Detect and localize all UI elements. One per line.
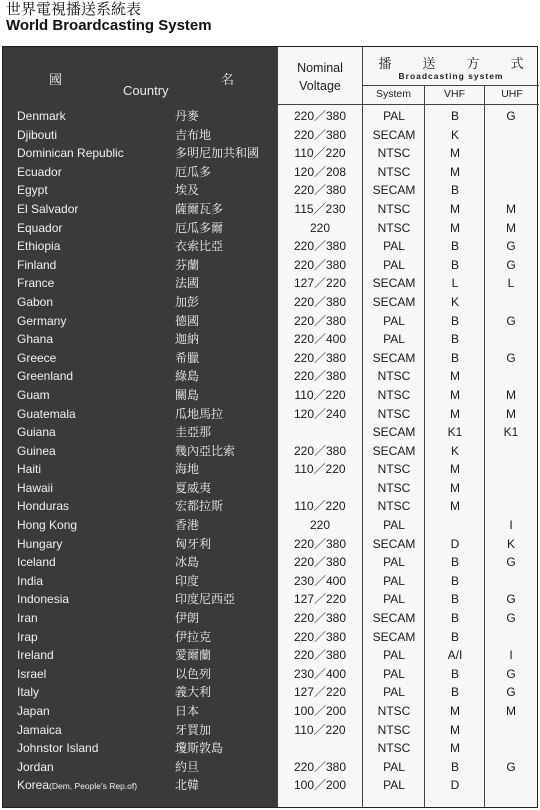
country-name-zh: 北韓 [175,778,200,793]
table-row [3,200,537,219]
table-row [3,590,537,609]
table-row [3,479,537,498]
country-name-zh: 法國 [175,276,200,291]
country-name-zh: 約旦 [175,759,200,774]
system-cell: NTSC [377,201,411,216]
system-cell: PAL [383,592,405,607]
country-name [17,702,50,721]
table-row [3,572,537,591]
country-name-zh: 衣索比亞 [175,239,224,254]
country-name-text: Hawaii [17,480,54,495]
country-header-zh-2: 名 [221,73,235,88]
voltage-cell: 230／400 [293,573,347,588]
vhf-cell: M [450,220,460,235]
country-name-zh: 埃及 [175,183,200,198]
system-cell: PAL [383,759,405,774]
vhf-cell: B [450,759,459,774]
system-cell: PAL [383,778,405,793]
table-row [3,181,537,200]
system-cell: SECAM [372,629,416,644]
voltage-cell: 220／380 [293,294,347,309]
country-name [17,628,38,647]
uhf-cell: M [506,387,516,402]
page-title-english: World Broardcasting System [6,17,212,34]
broadcast-header-zh: 播 送 方 式 [378,57,524,72]
country-name [17,126,57,145]
vhf-cell: K [450,294,459,309]
vhf-cell: M [450,704,460,718]
uhf-cell: M [506,704,516,718]
country-name-zh: 薩爾瓦多 [175,201,224,216]
country-name-zh: 加彭 [175,294,200,309]
country-name [17,442,56,461]
system-cell: SECAM [372,425,416,440]
voltage-cell: 220／380 [293,648,347,663]
country-name-zh: 印度尼西亞 [175,592,236,607]
vhf-cell: B [450,666,459,681]
country-name [17,739,98,758]
system-cell: PAL [383,666,405,681]
system-cell: NTSC [377,369,411,384]
vhf-header: VHF [444,88,465,100]
country-name-zh: 迦納 [175,332,200,347]
country-name [17,405,76,424]
country-name [17,274,54,293]
voltage-cell: 220／380 [293,313,347,328]
system-cell: NTSC [377,220,411,235]
voltage-cell: 115／230 [294,201,346,216]
system-cell: NTSC [377,462,411,477]
system-cell: NTSC [377,164,411,179]
table-row [3,107,537,126]
system-cell: NTSC [377,499,411,514]
country-name [17,665,46,684]
system-cell: PAL [383,332,405,347]
system-cell: PAL [383,518,405,533]
table-row [3,330,537,349]
system-cell: NTSC [377,406,411,421]
country-name [17,237,60,256]
country-name [17,721,62,740]
table-row [3,665,537,684]
country-name [17,572,43,591]
uhf-cell: G [506,555,516,570]
voltage-cell: 100／200 [293,704,347,718]
voltage-cell: 220／380 [293,555,347,570]
broadcasting-table [2,46,538,808]
uhf-cell: I [509,518,513,533]
vhf-cell: B [450,313,459,328]
table-body [3,107,537,795]
voltage-header: Nominal Voltage [297,61,343,93]
country-name [17,535,62,554]
country-name-zh: 伊拉克 [175,629,212,644]
vhf-cell: K [450,127,459,142]
table-row [3,758,537,777]
country-name-zh: 綠島 [175,369,200,384]
table-row [3,237,537,256]
country-name-zh: 牙買加 [175,722,212,737]
uhf-cell: K1 [503,425,519,440]
vhf-cell: B [450,239,459,254]
country-name [17,776,137,796]
country-name-zh: 印度 [175,573,200,588]
country-name-text: Hungary [17,536,63,551]
voltage-cell: 110／220 [294,462,346,477]
uhf-cell: G [506,666,516,681]
voltage-cell: 220 [309,220,331,235]
table-row [3,516,537,535]
country-name-text: Indonesia [17,592,70,607]
vhf-cell: B [450,109,459,123]
vhf-cell: D [450,778,460,793]
voltage-cell: 220／400 [293,332,347,347]
system-cell: PAL [383,257,405,272]
country-name [17,163,62,182]
country-name-text: Ethiopia [17,239,61,254]
voltage-cell: 120／208 [293,164,347,179]
voltage-cell: 220／380 [293,369,347,384]
country-name-text: Guinea [17,443,56,458]
country-name [17,293,53,312]
system-cell: PAL [383,109,405,123]
country-name [17,386,50,405]
country-name-text: Irap [17,629,38,644]
country-name-text: Korea [17,778,50,793]
country-name-text: Dominican Republic [17,146,124,161]
page-title-chinese: 世界電視播送系統表 [6,0,142,18]
country-name-text: Johnstor Island [17,741,99,756]
table-row [3,646,537,665]
vhf-cell: B [450,332,459,347]
country-name-zh: 關島 [175,387,200,402]
country-name-text: Ireland [17,648,54,663]
vhf-cell: M [450,499,460,514]
voltage-cell: 110／220 [294,387,346,402]
vhf-cell: D [450,536,460,551]
uhf-cell: M [506,201,516,216]
table-row [3,349,537,368]
country-name [17,590,69,609]
table-row [3,702,537,721]
table-row [3,553,537,572]
vhf-cell: B [450,257,459,272]
country-name-zh: 香港 [175,518,200,533]
country-name [17,479,53,498]
uhf-cell: G [506,239,516,254]
uhf-cell: G [506,611,516,626]
vhf-cell: L [451,276,459,291]
vhf-cell: B [450,592,459,607]
country-name-zh: 圭亞那 [175,425,212,440]
country-note: (Dem, People's Rep.of) [49,781,138,792]
country-name-text: Hong Kong [17,518,78,533]
country-name [17,516,77,535]
country-name-text: Germany [17,313,67,328]
table-row [3,609,537,628]
country-name-text: Japan [17,704,50,718]
vhf-cell: M [450,387,460,402]
vhf-cell: B [450,629,459,644]
voltage-cell: 127／220 [293,592,347,607]
country-name-text: Denmark [17,109,66,123]
vhf-cell: A/I [447,648,463,663]
country-name-text: Honduras [17,499,70,514]
uhf-cell: G [506,350,516,365]
country-name-text: Haiti [17,462,42,477]
system-cell: SECAM [372,127,416,142]
country-name-text: Ecuador [17,164,62,179]
table-row [3,219,537,238]
country-name-zh: 夏威夷 [175,480,212,495]
vhf-cell: B [450,611,459,626]
system-cell: PAL [383,239,405,254]
country-name-text: Greenland [17,369,74,384]
uhf-cell: M [506,220,516,235]
country-name-text: Guatemala [17,406,76,421]
system-cell: SECAM [372,183,416,198]
vhf-cell: M [450,722,460,737]
vhf-cell: B [450,350,459,365]
table-row [3,739,537,758]
country-name-text: Italy [17,685,40,700]
system-cell: NTSC [377,704,411,718]
vhf-cell: B [450,555,459,570]
voltage-cell: 127／220 [293,685,347,700]
table-row [3,683,537,702]
system-cell: NTSC [377,741,411,756]
vhf-cell: M [450,201,460,216]
table-row [3,442,537,461]
system-cell: PAL [383,313,405,328]
vhf-cell: M [450,146,460,161]
country-name-zh: 海地 [175,462,200,477]
country-name [17,144,124,163]
table-row [3,405,537,424]
table-row [3,274,537,293]
country-name-zh: 匈牙利 [175,536,212,551]
country-header: Country [123,83,169,98]
voltage-cell: 220／380 [293,127,347,142]
country-name-zh: 幾內亞比索 [175,443,236,458]
country-name-zh: 厄瓜多 [175,164,212,179]
country-name [17,200,78,219]
uhf-cell: G [506,592,516,607]
table-row [3,460,537,479]
table-row [3,535,537,554]
country-name [17,219,62,238]
uhf-cell: G [506,685,516,700]
system-cell: NTSC [377,387,411,402]
voltage-cell: 110／220 [294,499,346,514]
country-name-zh: 冰島 [175,555,200,570]
table-row [3,628,537,647]
country-name-text: France [17,276,55,291]
voltage-cell: 220／380 [293,350,347,365]
system-cell: PAL [383,555,405,570]
system-cell: PAL [383,648,405,663]
country-name-zh: 吉布地 [175,127,212,142]
country-name [17,107,66,126]
country-name-zh: 伊朗 [175,611,200,626]
voltage-cell: 220／380 [293,257,347,272]
country-name [17,349,56,368]
voltage-cell: 220 [309,518,331,533]
system-cell: SECAM [372,443,416,458]
country-name-text: Greece [17,350,57,365]
voltage-cell: 220／380 [293,109,347,123]
country-name-zh: 芬蘭 [175,257,200,272]
system-cell: SECAM [372,536,416,551]
vhf-cell: M [450,741,460,756]
voltage-cell: 220／380 [293,183,347,198]
vhf-cell: B [450,573,459,588]
voltage-cell: 100／200 [293,778,347,793]
voltage-cell: 110／220 [294,722,346,737]
system-header: System [375,88,411,100]
country-name-text: El Salvador [17,201,79,216]
country-name-zh: 厄瓜多爾 [175,220,224,235]
country-name [17,553,56,572]
vhf-cell: K1 [447,425,463,440]
table-row [3,256,537,275]
country-name [17,758,54,777]
table-row [3,367,537,386]
country-name-zh: 希臘 [175,350,200,365]
country-name-text: Jordan [17,759,54,774]
vhf-cell: K [450,443,459,458]
system-cell: SECAM [372,611,416,626]
country-name-text: Equador [17,220,63,235]
voltage-cell: 220／380 [293,629,347,644]
country-name-text: Jamaica [17,722,62,737]
country-name-text: Djibouti [17,127,58,142]
country-name [17,312,66,331]
system-cell: PAL [383,685,405,700]
country-name-text: Gabon [17,294,54,309]
system-cell: SECAM [372,276,416,291]
table-row [3,721,537,740]
uhf-cell: K [506,536,515,551]
country-name-zh: 義大利 [175,685,212,700]
country-name-text: Finland [17,257,57,272]
voltage-cell: 110／220 [294,146,346,161]
voltage-cell: 220／380 [293,759,347,774]
country-name-zh: 日本 [175,704,200,718]
country-name [17,609,38,628]
system-cell: NTSC [377,722,411,737]
uhf-cell: G [506,109,516,123]
uhf-cell: G [506,759,516,774]
country-name [17,683,39,702]
uhf-cell: I [509,648,513,663]
table-row [3,776,537,795]
country-name-text: Guiana [17,425,56,440]
country-name-text: Israel [17,666,47,681]
uhf-cell: M [506,406,516,421]
voltage-cell: 120／240 [293,406,347,421]
country-name-text: Egypt [17,183,48,198]
country-name [17,181,48,200]
table-row [3,423,537,442]
country-name-zh: 以色列 [175,666,212,681]
uhf-cell: L [507,276,515,291]
table-row [3,126,537,145]
voltage-cell: 220／380 [293,611,347,626]
vhf-cell: B [450,183,459,198]
country-name-zh: 瓜地馬拉 [175,406,224,421]
system-cell: NTSC [377,480,411,495]
vhf-cell: M [450,462,460,477]
voltage-cell: 230／400 [293,666,347,681]
country-name-text: Iceland [17,555,56,570]
country-header-zh-1: 國 [49,73,63,88]
voltage-cell: 220／380 [293,536,347,551]
table-row [3,163,537,182]
country-name-zh: 愛爾蘭 [175,648,212,663]
country-name-text: India [17,573,44,588]
system-cell: SECAM [372,350,416,365]
vhf-cell: B [450,685,459,700]
uhf-cell: G [506,257,516,272]
country-name-zh: 德國 [175,313,200,328]
country-name [17,367,73,386]
system-cell: NTSC [377,146,411,161]
header-divider [362,85,539,86]
country-name [17,423,56,442]
vhf-cell: M [450,480,460,495]
vhf-cell: M [450,164,460,179]
voltage-cell: 220／380 [293,443,347,458]
broadcast-header-en: Broadcasting system [398,71,504,81]
uhf-cell: G [506,313,516,328]
country-name-text: Guam [17,387,50,402]
country-name-zh: 宏都拉斯 [175,499,224,514]
country-name [17,256,56,275]
voltage-cell: 220／380 [293,239,347,254]
country-name-text: Iran [17,611,38,626]
country-name-zh: 瓊斯敦島 [175,741,224,756]
table-row [3,386,537,405]
table-row [3,293,537,312]
system-cell: PAL [383,573,405,588]
voltage-cell: 127／220 [293,276,347,291]
vhf-cell: M [450,406,460,421]
table-row [3,312,537,331]
uhf-header: UHF [501,88,523,100]
country-name [17,646,54,665]
country-name-zh: 丹麥 [175,109,200,123]
country-name-text: Ghana [17,332,54,347]
country-name [17,330,53,349]
vhf-cell: M [450,369,460,384]
country-name-zh: 多明尼加共和國 [175,146,260,161]
table-row [3,144,537,163]
table-row [3,497,537,516]
header-divider [277,104,539,105]
country-name [17,460,41,479]
country-name [17,497,69,516]
system-cell: SECAM [372,294,416,309]
